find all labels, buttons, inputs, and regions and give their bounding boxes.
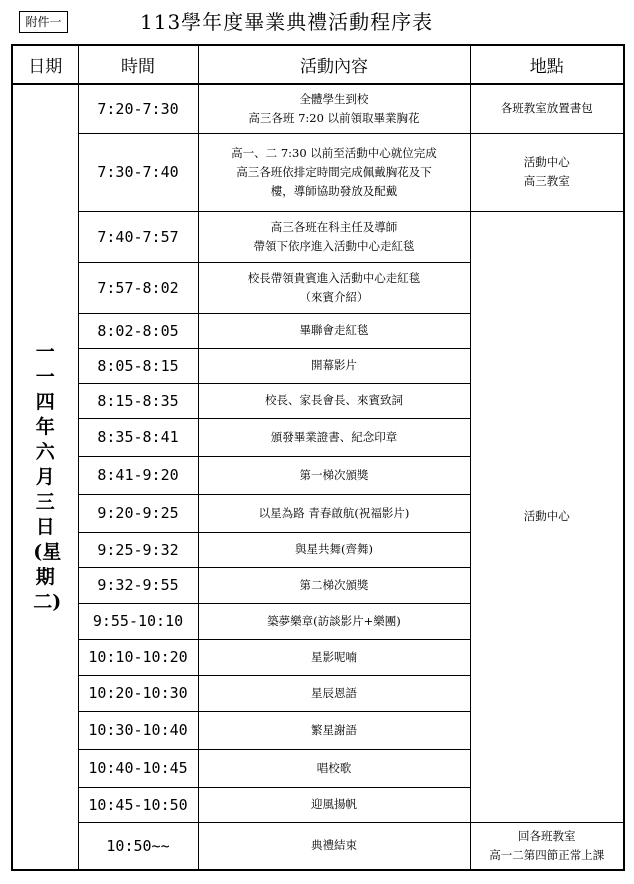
- page-title: 113學年度畢業典禮活動程序表: [140, 10, 434, 34]
- activity-line: 高三各班 7:20 以前領取畢業胸花: [248, 110, 420, 125]
- activity-cell: 畢聯會走紅毯: [198, 313, 470, 348]
- activity-cell: 築夢樂章(訪談影片+樂團): [198, 603, 470, 639]
- activity-cell: 與星共舞(齊舞): [198, 532, 470, 567]
- activity-cell: 典禮結束: [198, 822, 470, 870]
- activity-cell: [198, 262, 470, 313]
- date-text: 一一四年六月三日(星期二): [33, 340, 62, 613]
- time-cell: 10:20-10:30: [78, 675, 198, 711]
- header-activity: 活動內容: [198, 45, 470, 84]
- time-cell: 8:41-9:20: [78, 456, 198, 494]
- time-cell: 10:10-10:20: [78, 639, 198, 675]
- time-cell: 10:50~~: [78, 822, 198, 870]
- activity-line: 全體學生到校: [299, 91, 369, 106]
- time-cell: 10:45-10:50: [78, 787, 198, 822]
- activity-line: 樓，導師協助發放及配戴: [270, 183, 398, 198]
- activity-line: （來賓介紹）: [299, 289, 369, 304]
- location-line: 回各班教室: [518, 828, 576, 843]
- activity-cell: [198, 133, 470, 211]
- time-cell: 7:30-7:40: [78, 133, 198, 211]
- activity-line: 高三各班依排定時間完成佩戴胸花及下: [236, 164, 432, 179]
- header-row: [12, 45, 624, 84]
- table-row: [12, 84, 624, 133]
- activity-cell: 以星為路 青春啟航(祝福影片): [198, 494, 470, 532]
- time-cell: 8:35-8:41: [78, 418, 198, 456]
- location-line: 各班教室放置書包: [500, 101, 593, 116]
- location-line: 高一二第四節正常上課: [489, 847, 605, 862]
- activity-line: 高三各班在科主任及導師: [270, 219, 398, 234]
- activity-cell: 第二梯次頒獎: [198, 567, 470, 603]
- location-cell: [470, 133, 624, 211]
- table-row: [12, 211, 624, 262]
- activity-line: 高一、二 7:30 以前至活動中心就位完成: [231, 145, 437, 160]
- activity-cell: [198, 84, 470, 133]
- activity-cell: 星辰恩語: [198, 675, 470, 711]
- time-cell: 8:02-8:05: [78, 313, 198, 348]
- activity-cell: 迎風揚帆: [198, 787, 470, 822]
- table-row: [12, 133, 624, 211]
- date-cell: [12, 84, 78, 870]
- activity-cell: 星影呢喃: [198, 639, 470, 675]
- time-cell: 7:57-8:02: [78, 262, 198, 313]
- location-cell: [470, 822, 624, 870]
- time-cell: 7:20-7:30: [78, 84, 198, 133]
- time-cell: 8:15-8:35: [78, 383, 198, 418]
- activity-cell: 校長、家長會長、來賓致詞: [198, 383, 470, 418]
- header-location: 地點: [470, 45, 624, 84]
- activity-cell: 第一梯次頒獎: [198, 456, 470, 494]
- header-date: 日期: [12, 45, 78, 84]
- attachment-label: 附件一: [19, 11, 68, 33]
- table-row: [12, 822, 624, 870]
- activity-cell: 開幕影片: [198, 348, 470, 383]
- time-cell: 10:40-10:45: [78, 749, 198, 787]
- activity-line: 校長帶領貴賓進入活動中心走紅毯: [247, 270, 421, 285]
- schedule-table: [11, 44, 625, 871]
- time-cell: 9:55-10:10: [78, 603, 198, 639]
- activity-line: 帶領下依序進入活動中心走紅毯: [253, 238, 415, 253]
- location-line: 高三教室: [523, 174, 570, 188]
- location-line: 活動中心: [523, 509, 570, 523]
- time-cell: 9:25-9:32: [78, 532, 198, 567]
- activity-cell: 頒發畢業證書、紀念印章: [198, 418, 470, 456]
- time-cell: 9:20-9:25: [78, 494, 198, 532]
- time-cell: 7:40-7:57: [78, 211, 198, 262]
- activity-cell: [198, 211, 470, 262]
- location-cell: [470, 211, 624, 822]
- location-cell: [470, 84, 624, 133]
- activity-cell: 唱校歌: [198, 749, 470, 787]
- location-line: 活動中心: [523, 155, 570, 169]
- time-cell: 10:30-10:40: [78, 711, 198, 749]
- time-cell: 9:32-9:55: [78, 567, 198, 603]
- time-cell: 8:05-8:15: [78, 348, 198, 383]
- header-time: 時間: [78, 45, 198, 84]
- activity-cell: 繁星謝語: [198, 711, 470, 749]
